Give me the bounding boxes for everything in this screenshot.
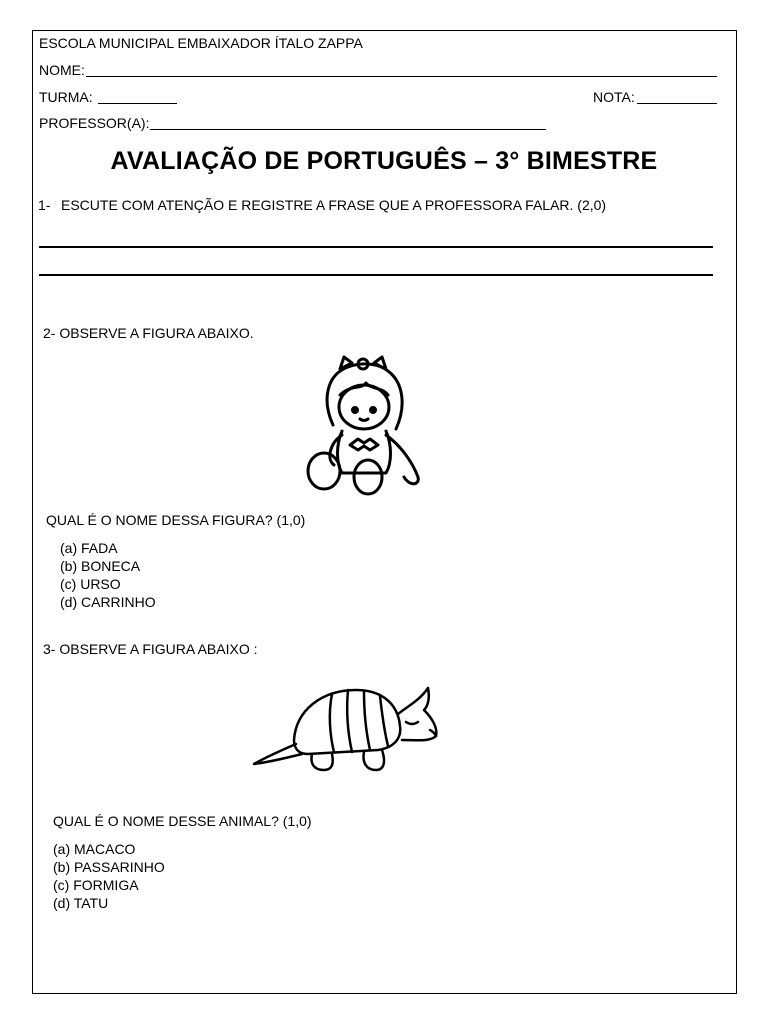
q2-options bbox=[60, 539, 156, 611]
q1-number: 1- bbox=[38, 197, 51, 213]
grade-field[interactable] bbox=[637, 103, 717, 104]
teacher-field[interactable] bbox=[150, 129, 546, 130]
armadillo-icon bbox=[252, 684, 440, 776]
q3-option-d[interactable]: (d) TATU bbox=[53, 895, 109, 911]
q3-option-a[interactable]: (a) MACACO bbox=[53, 841, 136, 857]
grade-label: NOTA: bbox=[593, 89, 635, 105]
class-label: TURMA: bbox=[39, 89, 93, 105]
teacher-label: PROFESSOR(A): bbox=[39, 115, 150, 131]
class-field[interactable] bbox=[98, 103, 177, 104]
q2-question: QUAL É O NOME DESSA FIGURA? (1,0) bbox=[46, 512, 306, 528]
q2-option-b[interactable]: (b) BONECA bbox=[60, 558, 141, 574]
q1-answer-line-1[interactable] bbox=[39, 246, 713, 248]
page-title: AVALIAÇÃO DE PORTUGUÊS – 3° BIMESTRE bbox=[110, 147, 658, 175]
q2-prompt: 2- OBSERVE A FIGURA ABAIXO. bbox=[43, 325, 254, 341]
q3-option-c[interactable]: (c) FORMIGA bbox=[53, 877, 139, 893]
name-label: NOME: bbox=[39, 62, 85, 78]
q3-prompt: 3- OBSERVE A FIGURA ABAIXO : bbox=[43, 641, 258, 657]
q1-answer-line-2[interactable] bbox=[39, 274, 713, 276]
doll-icon bbox=[300, 355, 426, 497]
q3-option-b[interactable]: (b) PASSARINHO bbox=[53, 859, 165, 875]
q3-question: QUAL É O NOME DESSE ANIMAL? (1,0) bbox=[53, 813, 312, 829]
q2-option-a[interactable]: (a) FADA bbox=[60, 540, 118, 556]
school-name: ESCOLA MUNICIPAL EMBAIXADOR ÍTALO ZAPPA bbox=[39, 35, 363, 51]
name-field[interactable] bbox=[86, 76, 717, 77]
q2-option-c[interactable]: (c) URSO bbox=[60, 576, 121, 592]
q1-text: ESCUTE COM ATENÇÃO E REGISTRE A FRASE QUE A PROFESSORA FALAR. (2,0) bbox=[61, 197, 607, 213]
q3-options bbox=[53, 840, 165, 912]
q2-option-d[interactable]: (d) CARRINHO bbox=[60, 594, 156, 610]
